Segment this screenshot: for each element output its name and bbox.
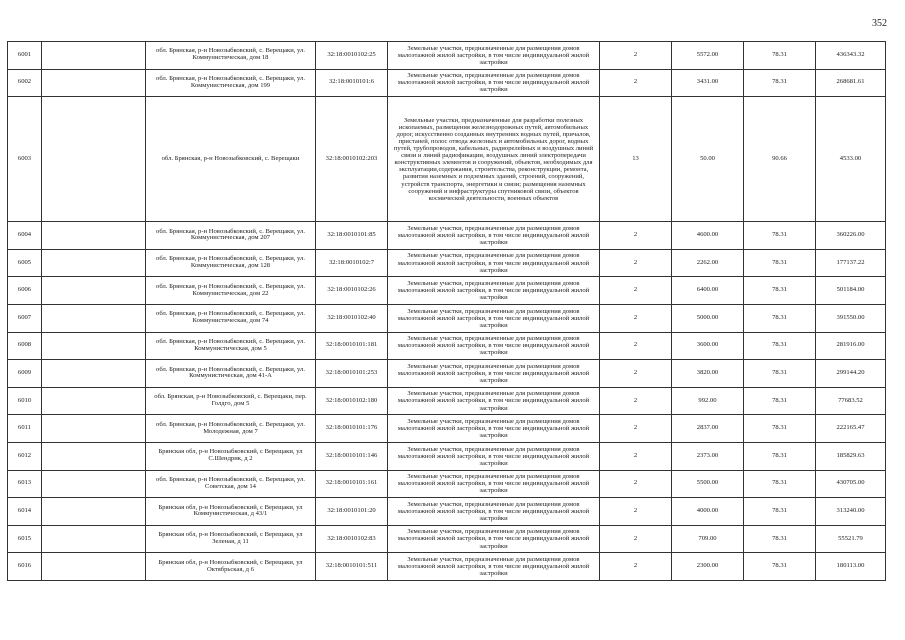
address-cell: обл. Брянская, р-н Новозыбковский, с. Верещаки, ул. Коммунистическая, дом 207 xyxy=(146,222,316,250)
area-cell: 4000.00 xyxy=(672,498,744,526)
blank-cell xyxy=(42,415,146,443)
land-use-cell: Земельные участки, предназначенные для размещения домов малоэтажной жилой застройки, в том числе индивидуальной жилой застройки xyxy=(388,69,600,97)
address-cell: Брянская обл, р-н Новозыбковский, с Верещаки, ул Коммунистическая, д 43/1 xyxy=(146,498,316,526)
group-code-cell: 2 xyxy=(600,249,672,277)
cadastral-value-cell: 391550.00 xyxy=(816,304,886,332)
table-row xyxy=(8,222,886,250)
address-cell: обл. Брянская, р-н Новозыбковский, с. Верещаки, ул. Коммунистическая, дом 41-А xyxy=(146,360,316,388)
group-code-cell: 2 xyxy=(600,553,672,581)
table-row xyxy=(8,498,886,526)
area-cell: 2837.00 xyxy=(672,415,744,443)
table-row xyxy=(8,415,886,443)
rate-cell: 90.66 xyxy=(744,97,816,222)
row-number-cell: 6006 xyxy=(8,277,42,305)
row-number-cell: 6015 xyxy=(8,525,42,553)
cadastral-number-cell: 32:18:0010101:511 xyxy=(316,553,388,581)
group-code-cell: 2 xyxy=(600,415,672,443)
land-use-cell: Земельные участки, предназначенные для размещения домов малоэтажной жилой застройки, в том числе индивидуальной жилой застройки xyxy=(388,360,600,388)
land-use-cell: Земельные участки, предназначенные для размещения домов малоэтажной жилой застройки, в том числе индивидуальной жилой застройки xyxy=(388,42,600,70)
address-cell: обл. Брянская, р-н Новозыбковский, с. Верещаки xyxy=(146,97,316,222)
rate-cell: 78.31 xyxy=(744,332,816,360)
blank-cell xyxy=(42,553,146,581)
cadastral-number-cell: 32:18:0010101:20 xyxy=(316,498,388,526)
row-number-cell: 6007 xyxy=(8,304,42,332)
rate-cell: 78.31 xyxy=(744,415,816,443)
address-cell: Брянская обл, р-н Новозыбковский, с Верещаки, ул Зеленая, д 11 xyxy=(146,525,316,553)
area-cell: 2300.00 xyxy=(672,553,744,581)
group-code-cell: 2 xyxy=(600,387,672,415)
area-cell: 709.00 xyxy=(672,525,744,553)
table-row xyxy=(8,360,886,388)
blank-cell xyxy=(42,304,146,332)
area-cell: 5500.00 xyxy=(672,470,744,498)
blank-cell xyxy=(42,69,146,97)
address-cell: обл. Брянская, р-н Новозыбковский, с. Верещаки, пер. Голдго, дом 5 xyxy=(146,387,316,415)
group-code-cell: 2 xyxy=(600,498,672,526)
blank-cell xyxy=(42,498,146,526)
table-row xyxy=(8,277,886,305)
page-number: 352 xyxy=(872,18,887,29)
cadastral-value-cell: 177137.22 xyxy=(816,249,886,277)
cadastral-number-cell: 32:18:0010102:180 xyxy=(316,387,388,415)
cadastral-number-cell: 32:18:0010102:7 xyxy=(316,249,388,277)
address-cell: обл. Брянская, р-н Новозыбковский, с. Верещаки, ул. Коммунистическая, дом 128 xyxy=(146,249,316,277)
row-number-cell: 6008 xyxy=(8,332,42,360)
row-number-cell: 6012 xyxy=(8,442,42,470)
cadastral-value-cell: 299144.20 xyxy=(816,360,886,388)
cadastral-value-cell: 55521.79 xyxy=(816,525,886,553)
land-use-cell: Земельные участки, предназначенные для размещения домов малоэтажной жилой застройки, в том числе индивидуальной жилой застройки xyxy=(388,387,600,415)
cadastral-number-cell: 32:18:0010101:176 xyxy=(316,415,388,443)
row-number-cell: 6005 xyxy=(8,249,42,277)
cadastral-number-cell: 32:18:0010101:6 xyxy=(316,69,388,97)
group-code-cell: 2 xyxy=(600,332,672,360)
row-number-cell: 6013 xyxy=(8,470,42,498)
group-code-cell: 2 xyxy=(600,304,672,332)
row-number-cell: 6011 xyxy=(8,415,42,443)
area-cell: 3600.00 xyxy=(672,332,744,360)
rate-cell: 78.31 xyxy=(744,525,816,553)
rate-cell: 78.31 xyxy=(744,69,816,97)
table-row xyxy=(8,304,886,332)
rate-cell: 78.31 xyxy=(744,553,816,581)
rate-cell: 78.31 xyxy=(744,498,816,526)
land-use-cell: Земельные участки, предназначенные для размещения домов малоэтажной жилой застройки, в том числе индивидуальной жилой застройки xyxy=(388,277,600,305)
address-cell: обл. Брянская, р-н Новозыбковский, с. Верещаки, ул. Коммунистическая, дом 18 xyxy=(146,42,316,70)
row-number-cell: 6014 xyxy=(8,498,42,526)
land-use-cell: Земельные участки, предназначенные для размещения домов малоэтажной жилой застройки, в том числе индивидуальной жилой застройки xyxy=(388,498,600,526)
table-row xyxy=(8,249,886,277)
address-cell: обл. Брянская, р-н Новозыбковский, с. Верещаки, ул. Советская, дом 14 xyxy=(146,470,316,498)
table-row xyxy=(8,42,886,70)
row-number-cell: 6009 xyxy=(8,360,42,388)
row-number-cell: 6004 xyxy=(8,222,42,250)
address-cell: обл. Брянская, р-н Новозыбковский, с. Верещаки, ул. Коммунистическая, дом 199 xyxy=(146,69,316,97)
cadastral-number-cell: 32:18:0010102:40 xyxy=(316,304,388,332)
rate-cell: 78.31 xyxy=(744,277,816,305)
cadastral-number-cell: 32:18:0010101:161 xyxy=(316,470,388,498)
area-cell: 3820.00 xyxy=(672,360,744,388)
rate-cell: 78.31 xyxy=(744,304,816,332)
cadastral-number-cell: 32:18:0010102:26 xyxy=(316,277,388,305)
blank-cell xyxy=(42,42,146,70)
area-cell: 4600.00 xyxy=(672,222,744,250)
land-use-cell: Земельные участки, предназначенные для размещения домов малоэтажной жилой застройки, в том числе индивидуальной жилой застройки xyxy=(388,442,600,470)
area-cell: 5000.00 xyxy=(672,304,744,332)
blank-cell xyxy=(42,525,146,553)
rate-cell: 78.31 xyxy=(744,249,816,277)
area-cell: 3431.00 xyxy=(672,69,744,97)
blank-cell xyxy=(42,470,146,498)
blank-cell xyxy=(42,332,146,360)
cadastral-value-cell: 436343.32 xyxy=(816,42,886,70)
blank-cell xyxy=(42,249,146,277)
cadastral-number-cell: 32:18:0010101:181 xyxy=(316,332,388,360)
blank-cell xyxy=(42,360,146,388)
blank-cell xyxy=(42,387,146,415)
cadastral-value-cell: 430705.00 xyxy=(816,470,886,498)
land-use-cell: Земельные участки, предназначенные для размещения домов малоэтажной жилой застройки, в том числе индивидуальной жилой застройки xyxy=(388,553,600,581)
table-row xyxy=(8,69,886,97)
area-cell: 5572.00 xyxy=(672,42,744,70)
land-use-cell: Земельные участки, предназначенные для размещения домов малоэтажной жилой застройки, в том числе индивидуальной жилой застройки xyxy=(388,332,600,360)
cadastral-number-cell: 32:18:0010102:25 xyxy=(316,42,388,70)
blank-cell xyxy=(42,277,146,305)
land-use-cell: Земельные участки, предназначенные для размещения домов малоэтажной жилой застройки, в том числе индивидуальной жилой застройки xyxy=(388,415,600,443)
cadastral-value-cell: 4533.00 xyxy=(816,97,886,222)
cadastral-value-cell: 268681.61 xyxy=(816,69,886,97)
group-code-cell: 2 xyxy=(600,277,672,305)
cadastral-value-cell: 281916.00 xyxy=(816,332,886,360)
table-row xyxy=(8,470,886,498)
group-code-cell: 2 xyxy=(600,360,672,388)
cadastral-value-cell: 185829.63 xyxy=(816,442,886,470)
rate-cell: 78.31 xyxy=(744,360,816,388)
table-row xyxy=(8,387,886,415)
rate-cell: 78.31 xyxy=(744,222,816,250)
rate-cell: 78.31 xyxy=(744,442,816,470)
row-number-cell: 6010 xyxy=(8,387,42,415)
blank-cell xyxy=(42,442,146,470)
area-cell: 2262.00 xyxy=(672,249,744,277)
land-plots-table xyxy=(7,41,886,581)
area-cell: 992.00 xyxy=(672,387,744,415)
group-code-cell: 2 xyxy=(600,42,672,70)
cadastral-number-cell: 32:18:0010101:85 xyxy=(316,222,388,250)
cadastral-value-cell: 501184.00 xyxy=(816,277,886,305)
cadastral-value-cell: 313240.00 xyxy=(816,498,886,526)
land-use-cell: Земельные участки, предназначенные для размещения домов малоэтажной жилой застройки, в том числе индивидуальной жилой застройки xyxy=(388,525,600,553)
address-cell: обл. Брянская, р-н Новозыбковский, с. Верещаки, ул. Коммунистическая, дом 22 xyxy=(146,277,316,305)
table-row xyxy=(8,442,886,470)
cadastral-value-cell: 360226.00 xyxy=(816,222,886,250)
rate-cell: 78.31 xyxy=(744,470,816,498)
row-number-cell: 6003 xyxy=(8,97,42,222)
land-use-cell: Земельные участки, предназначенные для размещения домов малоэтажной жилой застройки, в том числе индивидуальной жилой застройки xyxy=(388,470,600,498)
area-cell: 2373.00 xyxy=(672,442,744,470)
address-cell: обл. Брянская, р-н Новозыбковский, с. Верещаки, ул. Коммунистическая, дом 5 xyxy=(146,332,316,360)
table-row xyxy=(8,525,886,553)
address-cell: обл. Брянская, р-н Новозыбковский, с. Верещаки, ул. Молодежная, дом 7 xyxy=(146,415,316,443)
row-number-cell: 6001 xyxy=(8,42,42,70)
group-code-cell: 2 xyxy=(600,222,672,250)
cadastral-value-cell: 180113.00 xyxy=(816,553,886,581)
address-cell: Брянская обл, р-н Новозыбковский, с Верещаки, ул С.Шендрик, д 2 xyxy=(146,442,316,470)
cadastral-number-cell: 32:18:0010102:203 xyxy=(316,97,388,222)
area-cell: 50.00 xyxy=(672,97,744,222)
land-use-cell: Земельные участки, предназначенные для размещения домов малоэтажной жилой застройки, в том числе индивидуальной жилой застройки xyxy=(388,222,600,250)
blank-cell xyxy=(42,97,146,222)
area-cell: 6400.00 xyxy=(672,277,744,305)
row-number-cell: 6002 xyxy=(8,69,42,97)
rate-cell: 78.31 xyxy=(744,387,816,415)
cadastral-value-cell: 222165.47 xyxy=(816,415,886,443)
group-code-cell: 2 xyxy=(600,69,672,97)
table-row xyxy=(8,553,886,581)
address-cell: обл. Брянская, р-н Новозыбковский, с. Верещаки, ул. Коммунистическая, дом 74 xyxy=(146,304,316,332)
group-code-cell: 2 xyxy=(600,470,672,498)
cadastral-number-cell: 32:18:0010101:146 xyxy=(316,442,388,470)
land-use-cell: Земельные участки, предназначенные для разработки полезных ископаемых, размещения железнодорожных путей, автомобильных дорог, искусственно созданных внутренних водных путей, причалов, пристаней, полос отвода железных и автомобильных дорог, водных путей, трубопроводов, кабельных, радиорелейных и воздушных линий связи и линий радиофикации, воздушных линий электропередачи конструктивных элементов и сооружений, объектов, необходимых для эксплуатации,содержания, строительства, реконструкции, ремонта, развития наземных и подземных зданий, строений, сооружений, устройств транспорта, энергетики и связи; размещения наземных сооружений и инфраструктуры спутниковой связи, объектов космической деятельности, военных объектов xyxy=(388,97,600,222)
row-number-cell: 6016 xyxy=(8,553,42,581)
blank-cell xyxy=(42,222,146,250)
group-code-cell: 2 xyxy=(600,525,672,553)
group-code-cell: 13 xyxy=(600,97,672,222)
cadastral-number-cell: 32:18:0010102:83 xyxy=(316,525,388,553)
address-cell: Брянская обл, р-н Новозыбковский, с Верещаки, ул Октябрьская, д 6 xyxy=(146,553,316,581)
cadastral-number-cell: 32:18:0010101:253 xyxy=(316,360,388,388)
cadastral-value-cell: 77683.52 xyxy=(816,387,886,415)
land-use-cell: Земельные участки, предназначенные для размещения домов малоэтажной жилой застройки, в том числе индивидуальной жилой застройки xyxy=(388,249,600,277)
table-row xyxy=(8,332,886,360)
rate-cell: 78.31 xyxy=(744,42,816,70)
group-code-cell: 2 xyxy=(600,442,672,470)
land-use-cell: Земельные участки, предназначенные для размещения домов малоэтажной жилой застройки, в том числе индивидуальной жилой застройки xyxy=(388,304,600,332)
table-row xyxy=(8,97,886,222)
